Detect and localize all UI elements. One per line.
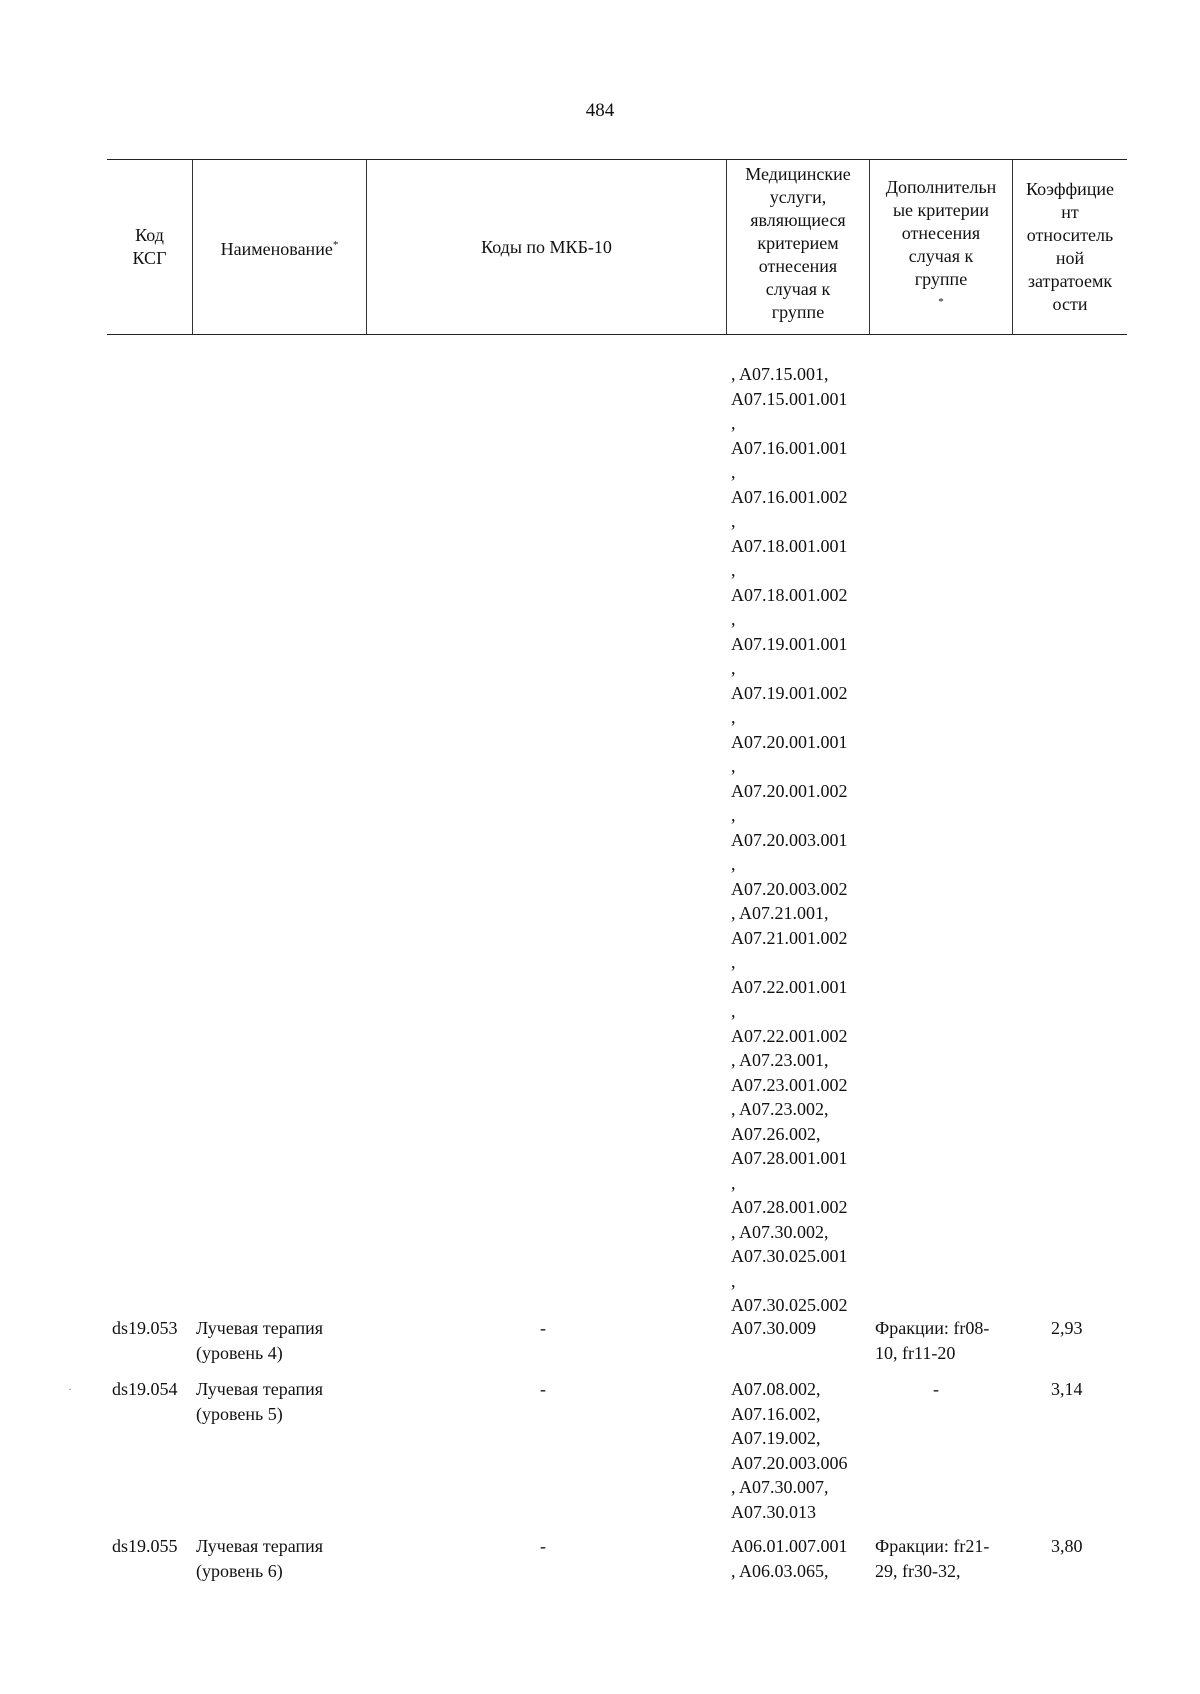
service-code-line: , A07.30.002, (731, 1221, 829, 1242)
header-name-text: Наименование (220, 238, 333, 259)
service-code-line: , (731, 1172, 736, 1193)
service-code-line: A07.28.001.002 (731, 1197, 848, 1217)
header-additional-line: Дополнительн (885, 177, 997, 197)
continuation-services (731, 362, 881, 1318)
row-mkb: - (540, 1318, 546, 1338)
row-services (731, 1377, 848, 1524)
service-code-line: , (731, 462, 736, 482)
header-additional-line: ые критерии (892, 200, 990, 220)
row-name-line: Лучевая терапия (196, 1379, 323, 1399)
service-code-line: , (731, 1270, 736, 1291)
service-code-line: A07.19.001.002 (731, 682, 848, 703)
service-code-line: A07.28.001.001 (731, 1148, 848, 1168)
table-header (107, 159, 1127, 335)
row-services (731, 1534, 848, 1583)
row-name-line: Лучевая терапия (196, 1536, 323, 1556)
service-code-line: A07.21.001.002 (731, 927, 848, 948)
row-additional-line: 10, fr11-20 (875, 1342, 956, 1363)
header-coefficient-line: нт (1061, 202, 1079, 222)
row-mkb: - (540, 1379, 546, 1399)
row-coefficient: 3,80 (1051, 1536, 1083, 1556)
header-coefficient-line: Коэффицие (1025, 179, 1115, 199)
service-code-line: , (731, 1001, 736, 1021)
header-coefficient-line: ости (1052, 294, 1088, 314)
service-code-line: A07.26.002, (731, 1123, 821, 1144)
header-coefficient-line: ной (1055, 248, 1085, 268)
header-name (193, 160, 366, 334)
header-services-line: критерием (757, 233, 839, 253)
service-code-line: , (731, 805, 736, 825)
header-code-line: КСГ (132, 248, 167, 268)
row-additional-line: Фракции: fr08- (875, 1318, 990, 1338)
row-coefficient: 3,14 (1051, 1379, 1083, 1399)
header-services-line: услуги, (769, 187, 827, 207)
row-services-line: , A07.30.007, (731, 1477, 829, 1497)
header-code-line: Код (135, 225, 164, 245)
service-code-line: A07.16.001.001 (731, 437, 848, 458)
header-services-line: отнесения (758, 256, 838, 276)
header-additional-line: случая к (908, 246, 974, 266)
scan-speck: · (68, 1382, 72, 1396)
header-additional-line: отнесения (901, 223, 981, 243)
service-code-line: A07.23.001.002 (731, 1074, 848, 1095)
service-code-line: , A07.21.001, (731, 903, 829, 923)
row-additional-line: 29, fr30-32, (875, 1560, 961, 1581)
service-code-line: A07.18.001.001 (731, 535, 848, 556)
header-code (107, 160, 192, 334)
header-additional (870, 160, 1012, 334)
service-code-line: A07.20.003.001 (731, 829, 848, 850)
header-coefficient-line: затратоемк (1027, 271, 1113, 291)
row-additional-line: Фракции: fr21- (875, 1536, 990, 1556)
service-code-line: , (731, 511, 736, 531)
header-additional-line (886, 268, 997, 318)
service-code-line: , (731, 707, 736, 727)
service-code-line: A07.20.001.001 (731, 731, 848, 752)
row-services-line: A07.30.013 (731, 1501, 816, 1522)
service-code-line: , (731, 658, 736, 678)
service-code-line: A07.18.001.002 (731, 584, 848, 605)
service-code-line: A07.20.001.002 (731, 780, 848, 801)
service-code-line: A07.19.001.001 (731, 633, 848, 654)
service-code-line: , A07.15.001, (731, 364, 829, 384)
service-code-line: A07.15.001.001 (731, 388, 848, 409)
row-additional (875, 1534, 989, 1583)
row-coefficient: 2,93 (1051, 1318, 1083, 1338)
row-code: ds19.055 (112, 1536, 178, 1556)
service-code-line: A07.22.001.001 (731, 976, 848, 997)
row-name-line: Лучевая терапия (196, 1318, 323, 1338)
header-services-line: являющиеся (750, 210, 846, 230)
row-services-line: A07.20.003.006 (731, 1452, 848, 1473)
service-code-line: , (731, 854, 736, 874)
service-code-line: A07.16.001.002 (731, 486, 848, 507)
row-services-line: A07.16.002, (731, 1403, 821, 1424)
service-code-line: , A07.23.002, (731, 1099, 829, 1119)
row-additional: - (933, 1379, 939, 1399)
row-additional (875, 1316, 989, 1365)
service-code-line: , (731, 756, 736, 776)
row-services-line: , A06.03.065, (731, 1560, 829, 1581)
header-name-mark: * (332, 238, 339, 251)
row-name-line: (уровень 5) (196, 1403, 283, 1424)
header-coefficient-line: относитель (1026, 225, 1114, 245)
header-mkb (367, 160, 726, 334)
row-services-line: A07.19.002, (731, 1428, 821, 1448)
header-services (727, 160, 869, 334)
service-code-line: , (731, 560, 736, 580)
service-code-line: , (731, 952, 736, 972)
header-coefficient (1013, 160, 1127, 334)
service-code-line: , (731, 413, 736, 433)
header-mkb-text: Коды по МКБ-10 (481, 236, 612, 257)
row-name-line: (уровень 4) (196, 1342, 283, 1363)
service-code-line: A07.30.025.001 (731, 1246, 848, 1266)
service-code-line: A07.20.003.002 (731, 878, 848, 899)
row-name-line: (уровень 6) (196, 1560, 283, 1581)
service-code-line: , A07.23.001, (731, 1050, 829, 1070)
header-additional-line-text: группе (914, 269, 968, 289)
row-services-line: A06.01.007.001 (731, 1536, 848, 1556)
row-code: ds19.053 (112, 1318, 178, 1338)
service-code-line: , (731, 609, 736, 629)
row-mkb: - (540, 1536, 546, 1556)
row-name (196, 1377, 323, 1426)
page-number: 484 (585, 100, 615, 121)
row-name (196, 1534, 323, 1583)
header-services-line: Медицинские (745, 164, 851, 184)
header-services-line: случая к (765, 279, 831, 299)
service-code-line: A07.22.001.002 (731, 1025, 848, 1046)
row-name (196, 1316, 323, 1365)
header-additional-mark: * (938, 296, 944, 308)
row-services: A07.30.009 (731, 1318, 816, 1338)
row-code: ds19.054 (112, 1379, 178, 1399)
header-services-line: группе (771, 302, 825, 322)
row-services-line: A07.08.002, (731, 1379, 821, 1399)
service-code-line: A07.30.025.002 (731, 1295, 848, 1315)
